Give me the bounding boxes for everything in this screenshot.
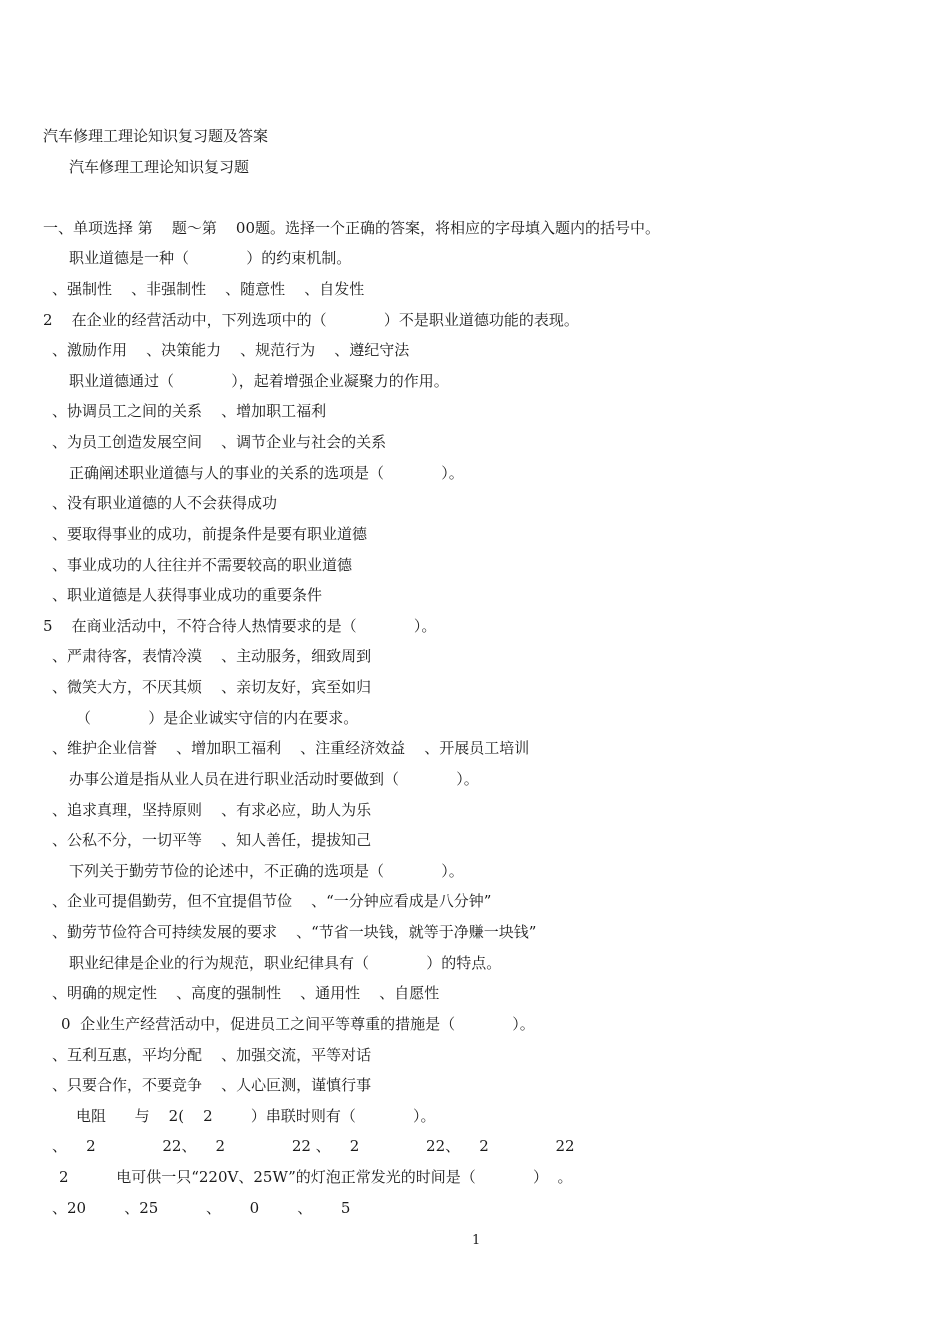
section-heading: 一、单项选择 第 题～第 00题。选择一个正确的答案，将相应的字母填入题内的括号中。 — [43, 219, 661, 237]
document-title: 汽车修理工理论知识复习题及答案 — [43, 127, 269, 145]
page-number: 1 — [472, 1233, 481, 1248]
option-line: 、事业成功的人往往并不需要较高的职业道德 — [52, 556, 353, 574]
option-line: 、要取得事业的成功，前提条件是要有职业道德 — [52, 525, 368, 543]
option-line: 、严肃待客，表情冷漠 、主动服务，细致周到 — [52, 647, 372, 665]
question-line: 职业纪律是企业的行为规范，职业纪律具有（ ）的特点。 — [69, 954, 502, 972]
question-line: （ ）是企业诚实守信的内在要求。 — [76, 709, 359, 727]
question-line: 下列关于勤劳节俭的论述中，不正确的选项是（ ）。 — [69, 862, 464, 880]
question-line: 职业道德通过（ ），起着增强企业凝聚力的作用。 — [69, 372, 449, 390]
option-line: 、只要合作，不要竞争 、人心叵测，谨慎行事 — [52, 1076, 372, 1094]
option-line: 、追求真理，坚持原则 、有求必应，助人为乐 — [52, 801, 372, 819]
option-line: 、强制性 、非强制性 、随意性 、自发性 — [52, 280, 365, 298]
option-line: 、勤劳节俭符合可持续发展的要求 、“节省一块钱，就等于净赚一块钱” — [52, 923, 537, 941]
option-line: 、维护企业信誉 、增加职工福利 、注重经济效益 、开展员工培训 — [52, 739, 530, 757]
option-line: 、协调员工之间的关系 、增加职工福利 — [52, 402, 327, 420]
option-line: 、互利互惠，平均分配 、加强交流，平等对话 — [52, 1046, 372, 1064]
question-line: 0 企业生产经营活动中，促进员工之间平等尊重的措施是（ ）。 — [61, 1015, 535, 1033]
question-line: 电阻 与 2( 2 ）串联时则有（ ）。 — [76, 1107, 436, 1125]
question-line: 5 在商业活动中，不符合待人热情要求的是（ ）。 — [43, 617, 437, 635]
document-subtitle: 汽车修理工理论知识复习题 — [69, 158, 250, 176]
option-line: 、20 、25 、 0 、 5 — [52, 1199, 351, 1217]
question-line: 2 电可供一只“220V、25W”的灯泡正常发光的时间是（ ） 。 — [59, 1168, 573, 1186]
question-line: 办事公道是指从业人员在进行职业活动时要做到（ ）。 — [69, 770, 479, 788]
question-line: 正确阐述职业道德与人的事业的关系的选项是（ ）。 — [69, 464, 464, 482]
option-line: 、微笑大方，不厌其烦 、亲切友好，宾至如归 — [52, 678, 372, 696]
question-line: 2 在企业的经营活动中，下列选项中的（ ）不是职业道德功能的表现。 — [43, 311, 579, 329]
option-line: 、没有职业道德的人不会获得成功 — [52, 494, 278, 512]
option-line: 、企业可提倡勤劳，但不宜提倡节俭 、“一分钟应看成是八分钟” — [52, 892, 492, 910]
option-line: 、公私不分，一切平等 、知人善任，提拔知己 — [52, 831, 372, 849]
option-line: 、明确的规定性 、高度的强制性 、通用性 、自愿性 — [52, 984, 440, 1002]
option-line: 、职业道德是人获得事业成功的重要条件 — [52, 586, 323, 604]
option-line: 、 2 22、 2 22 、 2 22、 2 22 — [52, 1137, 575, 1155]
option-line: 、为员工创造发展空间 、调节企业与社会的关系 — [52, 433, 387, 451]
option-line: 、激励作用 、决策能力 、规范行为 、遵纪守法 — [52, 341, 410, 359]
question-line: 职业道德是一种（ ）的约束机制。 — [69, 249, 352, 267]
